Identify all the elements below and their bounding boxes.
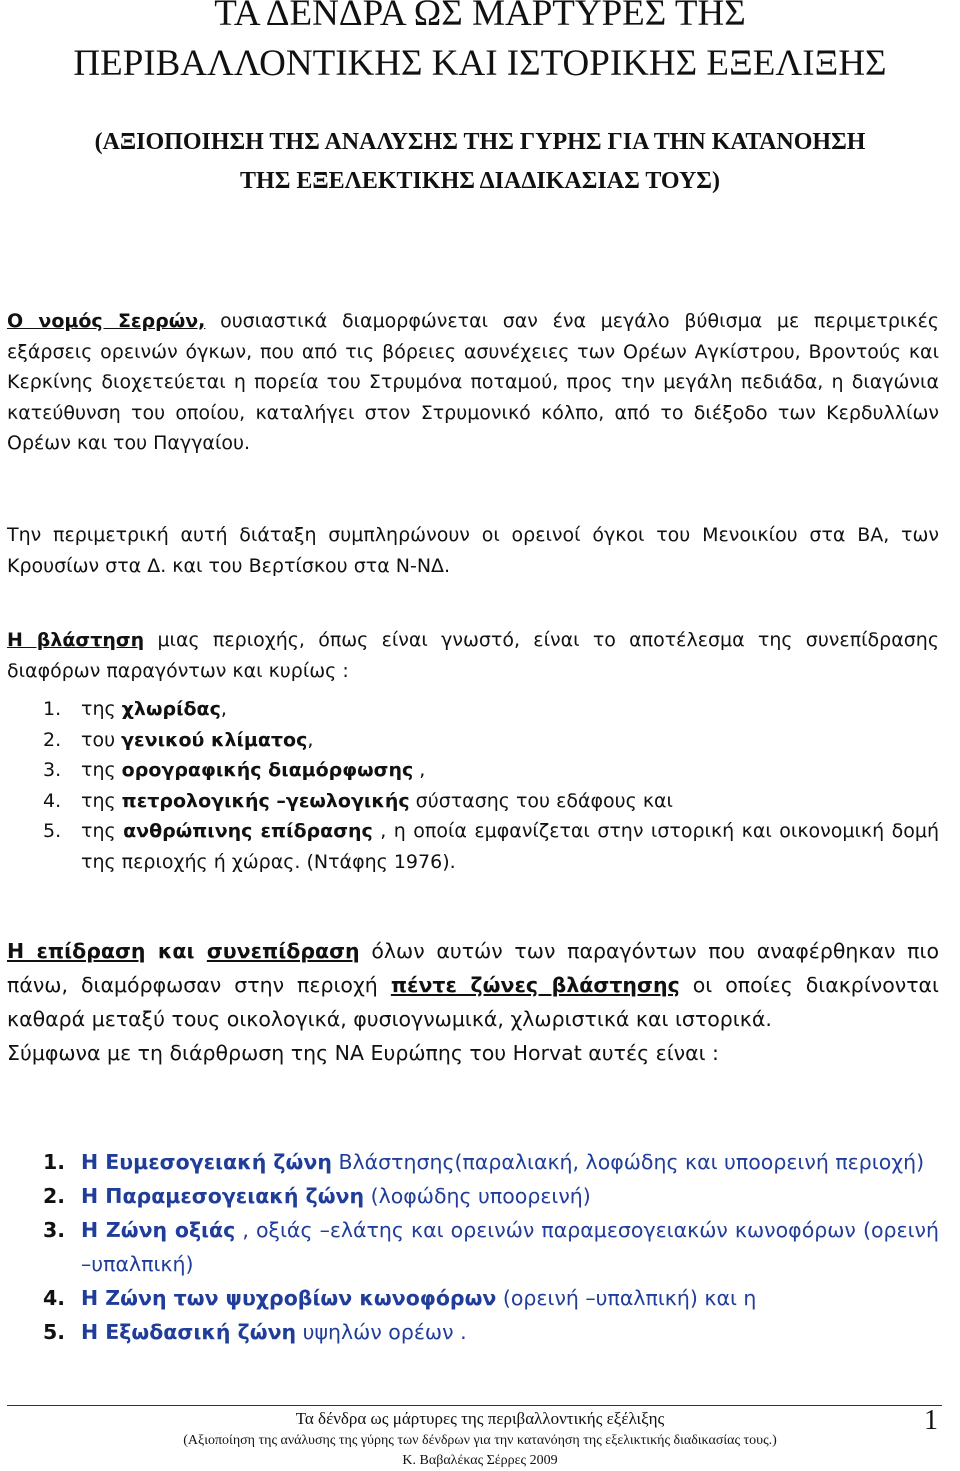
footer-divider — [7, 1405, 942, 1406]
factor-number: 4. — [43, 789, 62, 812]
factor-suffix: , — [413, 759, 426, 781]
zone-name: Η Παραμεσογειακή ζώνη — [81, 1184, 365, 1208]
list-item — [7, 1281, 939, 1315]
zones-intro-text-2: οι οποίες διακρίνονται καθαρά μεταξύ τους οικολογικά, φυσιογνωμικά, χλωριστικά και ιστορικά. — [7, 973, 939, 1031]
list-item — [7, 694, 939, 725]
factor-name: χλωρίδας — [121, 698, 221, 720]
factor-name: γενικού κλίματος — [121, 728, 308, 751]
list-item — [7, 1145, 939, 1179]
factor-name: ανθρώπινης επίδρασης — [123, 820, 373, 842]
factors-list — [7, 694, 939, 877]
vegetation-lead: Η βλάστηση — [7, 629, 145, 651]
zone-name: Η Ευμεσογειακή ζώνη — [81, 1150, 332, 1174]
factor-number: 1. — [43, 698, 62, 720]
zone-number: 3. — [43, 1218, 66, 1242]
zone-description: (λοφώδης υποορεινή) — [364, 1184, 591, 1208]
factor-prefix: της — [81, 759, 122, 781]
five-zones-emphasis: πέντε ζώνες βλάστησης — [390, 973, 680, 997]
list-item — [7, 1213, 939, 1281]
zone-description: , οξιάς –ελάτης και ορεινών παραμεσογειακών κωνοφόρων (ορεινή –υπαλπική) — [81, 1218, 939, 1276]
influence-and: και — [145, 939, 207, 963]
serres-text: ουσιαστικά διαμορφώνεται σαν ένα μεγάλο βύθισμα με περιμετρικές εξάρσεις ορεινών όγκων, που από τις βόρειες ασυνέχειες των Ορέων Αγκίστρου, Βροντούς και Κερκίνης διοχετεύεται η πορεία του Στρυμόνα ποταμού, προς την μεγάλη πεδιάδα, η διαγώνια κατεύθυνση του οποίου, καταλήγει στον Στρυμονικό κόλπο, από το διέξοδο των Κερδυλλίων Ορέων και του Παγγαίου. — [7, 310, 939, 454]
list-item — [7, 755, 939, 786]
list-item — [7, 1179, 939, 1213]
zone-number: 5. — [43, 1320, 66, 1344]
subtitle-line-1: (ΑΞΙΟΠΟΙΗΣΗ ΤΗΣ ΑΝΑΛΥΣΗΣ ΤΗΣ ΓΥΡΗΣ ΓΙΑ ΤΗΝ ΚΑΤΑΝΟΗΣΗ — [94, 129, 866, 155]
factor-prefix: της — [81, 698, 122, 720]
list-item — [7, 786, 939, 817]
co-influence-lead: συνεπίδραση — [206, 939, 360, 963]
factor-suffix: σύστασης του εδάφους και — [409, 789, 673, 812]
paragraph-perimeter — [7, 520, 939, 581]
list-item — [7, 816, 939, 877]
zone-description: Βλάστησης(παραλιακή, λοφώδης και υποορεινή περιοχή) — [331, 1150, 925, 1174]
title-line-1: ΤΑ ΔΕΝΔΡΑ ΩΣ ΜΑΡΤΥΡΕΣ ΤΗΣ — [214, 0, 746, 34]
serres-lead: Ο νομός Σερρών, — [7, 310, 206, 332]
footer-subtitle: (Αξιοποίηση της ανάλυσης της γύρης των δένδρων για την κατανόηση της εξελικτικής διαδικασίας τους.) — [183, 1433, 777, 1448]
list-item — [7, 725, 939, 756]
factor-name: πετρολογικής –γεωλογικής — [121, 789, 410, 812]
zone-description: (ορεινή –υπαλπική) και η — [496, 1286, 757, 1310]
zone-number: 4. — [43, 1286, 66, 1310]
zone-name: Η Ζώνη οξιάς — [81, 1218, 236, 1242]
list-item — [7, 1315, 939, 1349]
influence-lead: Η επίδραση — [7, 939, 146, 963]
vegetation-text: μιας περιοχής, όπως είναι γνωστό, είναι το αποτέλεσμα της συνεπίδρασης διαφόρων παραγόντων και κυρίως : — [7, 629, 940, 682]
paragraph-vegetation — [7, 625, 939, 686]
footer-title: Τα δένδρα ως μάρτυρες της περιβαλλοντικής εξέλιξης — [295, 1409, 665, 1428]
footer-author: Κ. Βαβαλέκας Σέρρες 2009 — [402, 1453, 558, 1468]
perimeter-text: Την περιμετρική αυτή διάταξη συμπληρώνουν οι ορεινοί όγκοι του Μενοικίου στα ΒΑ, των Κρουσίων στα Δ. και του Βερτίσκου στα Ν-ΝΔ. — [7, 524, 939, 577]
paragraph-zones-intro — [7, 934, 939, 1070]
page-number: 1 — [924, 1405, 938, 1436]
factor-suffix: , — [220, 698, 227, 720]
zone-name: Η Εξωδασική ζώνη — [81, 1320, 297, 1344]
horvat-text: Σύμφωνα με τη διάρθρωση της ΝΑ Ευρώπης του Horvat αυτές είναι : — [7, 1041, 719, 1065]
zones-intro-text: όλων αυτών των παραγόντων που αναφέρθηκαν πιο πάνω, διαμόρφωσαν στην περιοχή — [7, 939, 939, 997]
zone-name: Η Ζώνη των ψυχροβίων κωνοφόρων — [81, 1286, 497, 1310]
subtitle-line-2: ΤΗΣ ΕΞΕΛΕΚΤΙΚΗΣ ΔΙΑΔΙΚΑΣΙΑΣ ΤΟΥΣ) — [240, 168, 720, 194]
factor-number: 3. — [43, 759, 62, 781]
factor-suffix: , η οποία εμφανίζεται στην ιστορική και οικονομική δομή της περιοχής ή χώρας. (Ντάφης 1976). — [81, 820, 940, 873]
factor-prefix: της — [81, 820, 124, 842]
factor-number: 5. — [43, 820, 62, 842]
paragraph-serres — [7, 306, 939, 459]
factor-prefix: της — [81, 789, 122, 812]
zone-description: υψηλών ορέων . — [296, 1320, 467, 1344]
factor-name: ορογραφικής διαμόρφωσης — [121, 759, 414, 781]
factor-prefix: του — [81, 728, 122, 751]
title-line-2: ΠΕΡΙΒΑΛΛΟΝΤΙΚΗΣ ΚΑΙ ΙΣΤΟΡΙΚΗΣ ΕΞΕΛΙΞΗΣ — [73, 43, 887, 84]
zone-number: 1. — [43, 1150, 66, 1174]
factor-number: 2. — [43, 728, 62, 751]
factor-suffix: , — [307, 728, 314, 751]
zones-list — [7, 1145, 939, 1349]
zone-number: 2. — [43, 1184, 66, 1208]
